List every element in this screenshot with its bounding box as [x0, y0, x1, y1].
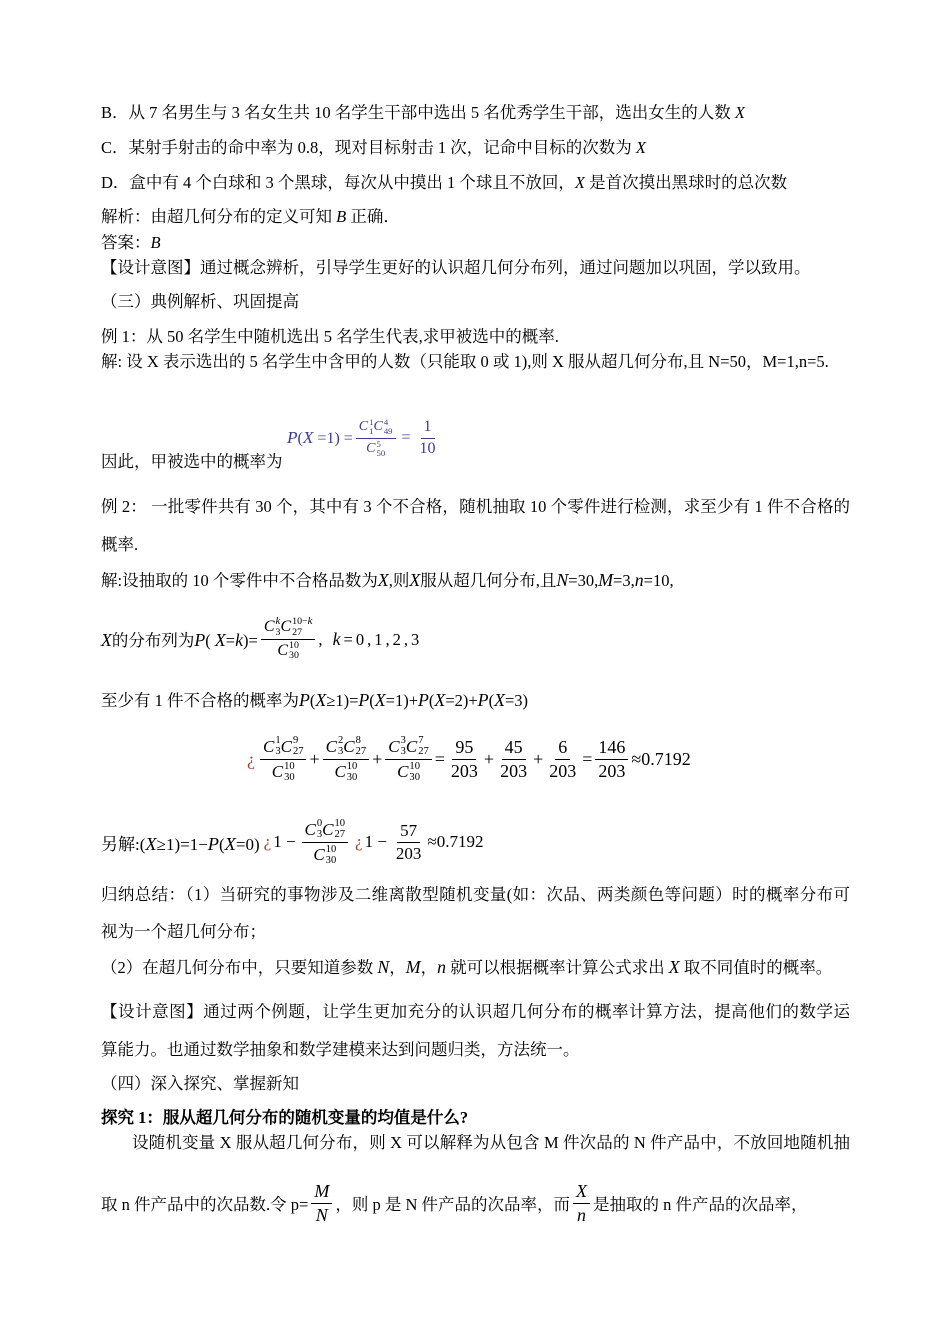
subscript: 27	[355, 746, 367, 758]
section-3-title: （三）典例解析、巩固提高	[101, 292, 299, 311]
superscript: 5	[376, 438, 381, 449]
combination-term	[366, 440, 385, 458]
combination-symbol: C	[358, 419, 369, 435]
combination-indices	[384, 418, 393, 436]
denominator: n	[576, 1204, 586, 1225]
combination-term	[373, 418, 392, 436]
summary-line-1: 归纳总结：（1）当研究的事物涉及二维离散型随机变量(如：次品、两类颜色等问题）时的概率分布可	[101, 885, 850, 904]
example-2-solution: 解:设抽取的 10 个零件中不合格品数为X,则X服从超几何分布,且N=30,M=3,n=10,	[101, 570, 674, 590]
combination-symbol: C	[304, 819, 316, 839]
numerator	[356, 418, 396, 438]
superscript: 1	[369, 417, 374, 428]
example-2-question-line-1: 例 2： 一批零件共有 30 个，其中有 3 个不合格，随机抽取 10 个零件进行检测，求至少有 1 件不合格的	[101, 497, 850, 516]
answer-label: 答案：	[101, 233, 151, 252]
denominator	[363, 439, 388, 458]
numerator	[385, 735, 431, 759]
artifact-glyph: ¿	[263, 832, 272, 851]
design-intent-2-line-2: 算能力。也通过数学抽象和数学建模来达到问题归类，方法统一。	[101, 1040, 580, 1059]
subscript: 27	[292, 626, 303, 638]
combination-indices	[376, 440, 385, 458]
ratio-fraction	[311, 1181, 332, 1225]
combination-symbol: C	[277, 642, 288, 660]
design-intent-2-line-1: 【设计意图】通过两个例题，让学生更加充分的认识超几何分布的概率计算方法，提高他们的数学运	[101, 1002, 850, 1021]
paragraph-text: 是抽取的 n 件产品的次品率，	[592, 1195, 808, 1214]
subscript: 30	[346, 771, 358, 783]
superscript: 10	[409, 760, 420, 772]
combination-symbol: C	[343, 736, 355, 756]
combination-fraction	[323, 735, 369, 782]
numerator: M	[311, 1181, 332, 1204]
summary-point-2: （2）在超几何分布中，只要知道参数 N，M，n 就可以根据概率计算公式求出 X 取不同值时的概率。	[101, 957, 833, 977]
plus-sign: +	[533, 748, 544, 769]
superscript: 3	[400, 735, 406, 747]
example-2-question-line-2: 概率.	[101, 535, 139, 554]
superscript: 9	[292, 735, 299, 747]
combination-indices	[293, 735, 304, 757]
combination-symbol: C	[388, 736, 400, 756]
subscript: 30	[288, 650, 299, 662]
denominator: 203	[549, 760, 577, 781]
combination-indices	[356, 735, 367, 757]
numerator	[261, 616, 316, 640]
denominator	[310, 843, 339, 866]
combination-term	[277, 641, 299, 662]
combination-term	[281, 735, 304, 757]
subscript: 3	[400, 746, 406, 758]
denominator	[394, 760, 423, 783]
combination-fraction	[260, 735, 306, 782]
superscript: 10	[346, 760, 358, 772]
numerator	[260, 735, 306, 759]
choice-d-text: D．盒中有 4 个白球和 3 个黑球，每次从中摸出 1 个球且不放回，	[101, 173, 575, 192]
superscript: k	[275, 615, 281, 628]
numerator: 95	[452, 737, 476, 760]
at-least-one-line: 至少有 1 件不合格的概率为P(X≥1)=P(X=1)+P(X=2)+P(X=3)	[101, 690, 529, 710]
choice-b-variable: X	[734, 103, 745, 122]
numerator	[323, 735, 369, 759]
sum-formula	[247, 731, 691, 787]
plus-sign: +	[309, 748, 320, 769]
subscript: 30	[325, 854, 337, 866]
analysis-variable: B	[336, 207, 347, 226]
choice-b	[101, 102, 745, 124]
combination-fraction	[261, 616, 316, 662]
combination-indices	[326, 844, 337, 866]
choice-c-text: C．某射手射击的命中率为 0.8，现对目标射击 1 次，记命中目标的次数为	[101, 138, 636, 157]
superscript: 0	[316, 818, 323, 830]
combination-indices	[418, 735, 429, 757]
combination-term	[406, 735, 429, 757]
combination-indices	[334, 818, 345, 840]
choice-c	[101, 137, 646, 159]
superscript: 10	[334, 818, 346, 830]
subscript: 27	[418, 746, 429, 758]
combination-fraction	[356, 418, 396, 457]
combination-fraction	[302, 818, 348, 865]
equals-sign: =	[401, 429, 411, 446]
numerator: 57	[397, 821, 420, 843]
combination-symbol: C	[373, 419, 383, 435]
denominator: 203	[598, 760, 626, 781]
combination-term	[263, 735, 281, 757]
denominator	[274, 640, 302, 662]
combination-symbol: C	[405, 736, 418, 756]
combination-symbol: C	[334, 761, 346, 781]
subscript: 3	[275, 746, 281, 758]
numerator	[302, 818, 348, 842]
combination-symbol: C	[263, 617, 275, 635]
subscript: 30	[284, 771, 295, 783]
combination-indices	[289, 641, 299, 662]
plus-sign: +	[483, 748, 495, 769]
plus-sign: +	[372, 748, 383, 769]
choice-d-variable: X	[574, 173, 586, 192]
combination-term	[397, 761, 420, 783]
denominator	[269, 760, 298, 783]
superscript: 10	[288, 640, 299, 651]
subscript: 1	[369, 426, 374, 437]
combination-term	[326, 735, 344, 757]
distribution-lhs: X的分布列为P( X=k)=	[101, 630, 258, 650]
combination-term	[280, 616, 312, 638]
combination-symbol: C	[271, 761, 284, 781]
value-fraction	[497, 737, 530, 781]
distribution-formula	[101, 612, 422, 666]
artifact-glyph: ¿	[247, 748, 255, 769]
example-1-formula	[287, 414, 442, 462]
combination-symbol: C	[313, 844, 325, 864]
answer	[101, 232, 161, 254]
numerator: 146	[595, 737, 628, 760]
alternative-lhs: 另解:(X≥1)=1−P(X=0)	[101, 833, 260, 854]
numerator: 45	[502, 737, 526, 760]
combination-symbol: C	[397, 761, 409, 781]
denominator: 203	[450, 760, 478, 781]
combination-indices	[347, 761, 358, 783]
combination-indices	[292, 616, 312, 638]
subscript: 3	[337, 746, 344, 758]
subscript: 27	[292, 746, 304, 758]
equals-sign: =	[434, 748, 445, 769]
combination-term	[359, 418, 374, 436]
one-minus: 1 −	[273, 832, 296, 851]
analysis	[101, 206, 400, 228]
superscript: 10	[284, 760, 295, 772]
value-fraction	[448, 737, 481, 781]
answer-value: B	[150, 233, 161, 252]
alternative-formula	[101, 814, 484, 870]
choice-d	[101, 172, 787, 194]
denominator: 10	[419, 439, 436, 457]
superscript: 2	[337, 735, 344, 747]
combination-symbol: C	[263, 736, 275, 756]
combination-term	[272, 761, 295, 783]
superscript: 7	[418, 735, 424, 747]
artifact-glyph: ¿	[355, 832, 363, 851]
value-fraction	[393, 821, 425, 863]
equals-sign: =	[582, 748, 593, 769]
subscript: 3	[316, 829, 323, 841]
example-1-conclusion: 因此，甲被选中的概率为	[101, 452, 283, 471]
distribution-rhs: , k=0,1,2,3	[318, 628, 423, 649]
denominator: N	[315, 1204, 328, 1225]
denominator: 203	[395, 843, 422, 863]
combination-term	[264, 616, 281, 638]
superscript: 1	[275, 735, 281, 747]
choice-d-text-after: 是首次摸出黑球时的总次数	[585, 173, 788, 192]
superscript: 10	[325, 843, 337, 855]
combination-term	[313, 844, 336, 866]
design-intent-1: 【设计意图】通过概念辨析，引导学生更好的认识超几何分布列，通过问题加以巩固，学以致用。	[101, 258, 811, 277]
combination-term	[322, 818, 345, 840]
superscript: 8	[355, 735, 361, 747]
combination-term	[334, 761, 357, 783]
analysis-text-after: 正确．	[346, 207, 400, 226]
denominator	[331, 760, 360, 783]
combination-symbol: C	[280, 617, 292, 635]
approximate-value: ≈0.7192	[631, 748, 691, 769]
combination-term	[388, 735, 406, 757]
numerator: X	[573, 1181, 590, 1204]
choice-c-variable: X	[635, 138, 646, 157]
explore-1-title: 探究 1：服从超几何分布的随机变量的均值是什么?	[101, 1108, 469, 1127]
ratio-fraction	[573, 1181, 590, 1225]
subscript: 50	[376, 447, 386, 458]
result-fraction	[417, 418, 439, 458]
combination-symbol: C	[325, 736, 337, 756]
explore-1-paragraph-line-2	[101, 1178, 807, 1228]
denominator: 203	[500, 760, 528, 781]
explore-1-paragraph-line-1: 设随机变量 X 服从超几何分布，则 X 可以解释为从包含 M 件次品的 N 件产品中，不放回地随机抽	[132, 1133, 850, 1152]
numerator: 6	[555, 737, 570, 760]
total-fraction	[595, 737, 628, 781]
value-fraction	[546, 737, 579, 781]
subscript: 3	[275, 626, 281, 638]
paragraph-text: 取 n 件产品中的次品数.令 p=	[101, 1195, 309, 1214]
analysis-text: 解析：由超几何分布的定义可知	[101, 207, 337, 226]
example-1-solution: 解: 设 X 表示选出的 5 名学生中含甲的人数（只能取 0 或 1),则 X 服从超几何分布,且 N=50，M=1,n=5.	[101, 352, 829, 371]
combination-indices	[409, 761, 420, 783]
one-minus: 1 −	[364, 832, 387, 851]
numerator: 1	[421, 418, 435, 438]
subscript: 27	[334, 829, 346, 841]
formula-lhs: P(X =1) =	[287, 428, 353, 447]
combination-term	[343, 735, 366, 757]
approximate-value: ≈0.7192	[427, 832, 484, 851]
example-1-question: 例 1：从 50 名学生中随机选出 5 名学生代表,求甲被选中的概率.	[101, 327, 559, 346]
superscript: 10−k	[292, 615, 313, 628]
subscript: 30	[409, 771, 420, 783]
paragraph-text: ，则 p 是 N 件产品的次品率，而	[335, 1195, 570, 1214]
combination-symbol: C	[366, 440, 376, 456]
combination-term	[305, 818, 323, 840]
summary-line-2: 视为一个超几何分布；	[101, 922, 266, 941]
section-4-title: （四）深入探究、掌握新知	[101, 1074, 299, 1093]
combination-indices	[284, 761, 295, 783]
combination-symbol: C	[280, 736, 292, 756]
combination-symbol: C	[322, 819, 334, 839]
choice-b-text: B．从 7 名男生与 3 名女生共 10 名学生干部中选出 5 名优秀学生干部，选出女生的人数	[101, 103, 735, 122]
combination-fraction	[385, 735, 431, 782]
superscript: 4	[383, 417, 389, 428]
subscript: 49	[383, 426, 393, 437]
